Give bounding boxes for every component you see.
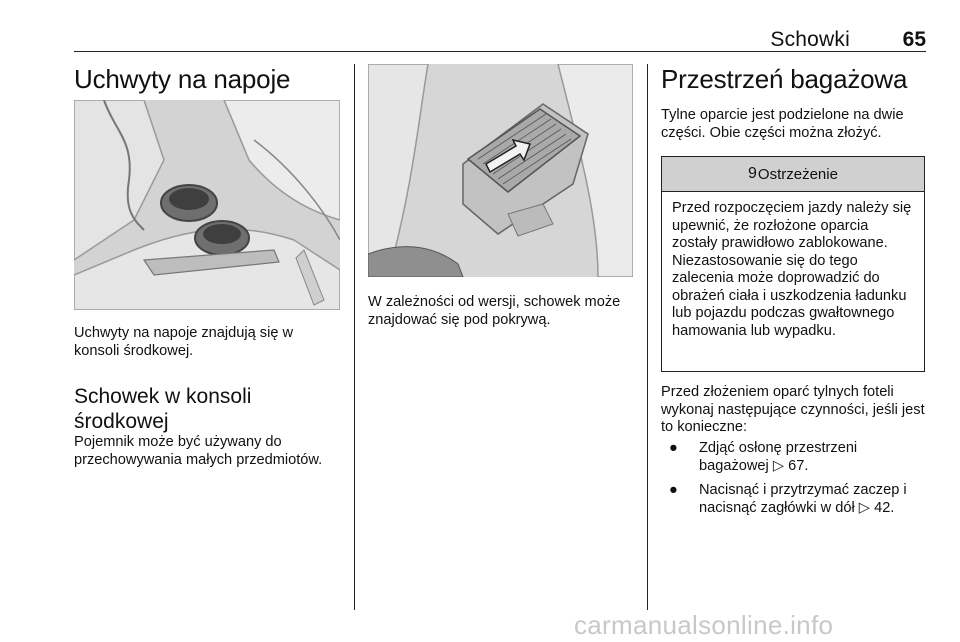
column-divider-right: [647, 64, 648, 610]
warning-box: [661, 156, 925, 372]
warning-text: Przed rozpoczęciem jazdy należy się upewnić, że rozłożone oparcia zostały prawidłowo zablokowane. Niezastosowanie się do tego zalecenia może doprowadzić do obrażeń ciała i uszkodzenia ładunku lub pojazdu podczas gwałtownego hamowania lub wypadku.: [672, 200, 912, 339]
warning-triangle-icon: 9: [748, 165, 757, 182]
console-lid-drawing: [368, 64, 633, 277]
console-storage-caption: W zależności od wersji, schowek może znajdować się pod pokrywą.: [368, 294, 621, 328]
page-header: [74, 28, 926, 50]
luggage-instructions: Przed złożeniem oparć tylnych foteli wykonaj następujące czynności, jeśli jest to konieczne:: [661, 384, 925, 435]
console-storage-heading-line1: Schowek w konsoli: [74, 385, 252, 408]
cupholder-caption: Uchwyty na napoje znajdują się w konsoli środkowej.: [74, 325, 294, 359]
step-1-line2: bagażowej ▷ 67.: [699, 458, 809, 474]
step-2-line2: nacisnąć zagłówki w dół ▷ 42.: [699, 500, 895, 516]
watermark-text: carmanualsonline.info: [574, 610, 834, 640]
bullet-icon: ●: [669, 440, 678, 456]
section-title: Schowki: [770, 28, 850, 51]
step-item-1: [669, 440, 929, 476]
cupholder-drawing: [74, 100, 340, 310]
column-divider-left: [354, 64, 355, 610]
luggage-intro: Tylne oparcie jest podzielone na dwie części. Obie części można złożyć.: [661, 107, 904, 141]
console-storage-heading-line2: środkowej: [74, 410, 169, 433]
console-storage-illustration: [368, 64, 633, 277]
cupholder-heading: Uchwyty na napoje: [74, 64, 291, 94]
console-storage-text: Pojemnik może być używany do przechowywania małych przedmiotów.: [74, 434, 323, 468]
warning-title: Ostrzeżenie: [757, 165, 838, 183]
step-item-2: [669, 482, 929, 518]
step-1-line1: Zdjąć osłonę przestrzeni: [699, 440, 858, 456]
bullet-icon: ●: [669, 482, 678, 498]
step-2-line1: Nacisnąć i przytrzymać zaczep i: [699, 482, 907, 498]
cupholder-illustration: [74, 100, 340, 310]
luggage-heading: Przestrzeń bagażowa: [661, 64, 908, 94]
header-rule: [74, 51, 926, 52]
console-storage-heading: [74, 384, 251, 434]
warning-header: [662, 157, 924, 192]
page-number: 65: [902, 28, 926, 51]
